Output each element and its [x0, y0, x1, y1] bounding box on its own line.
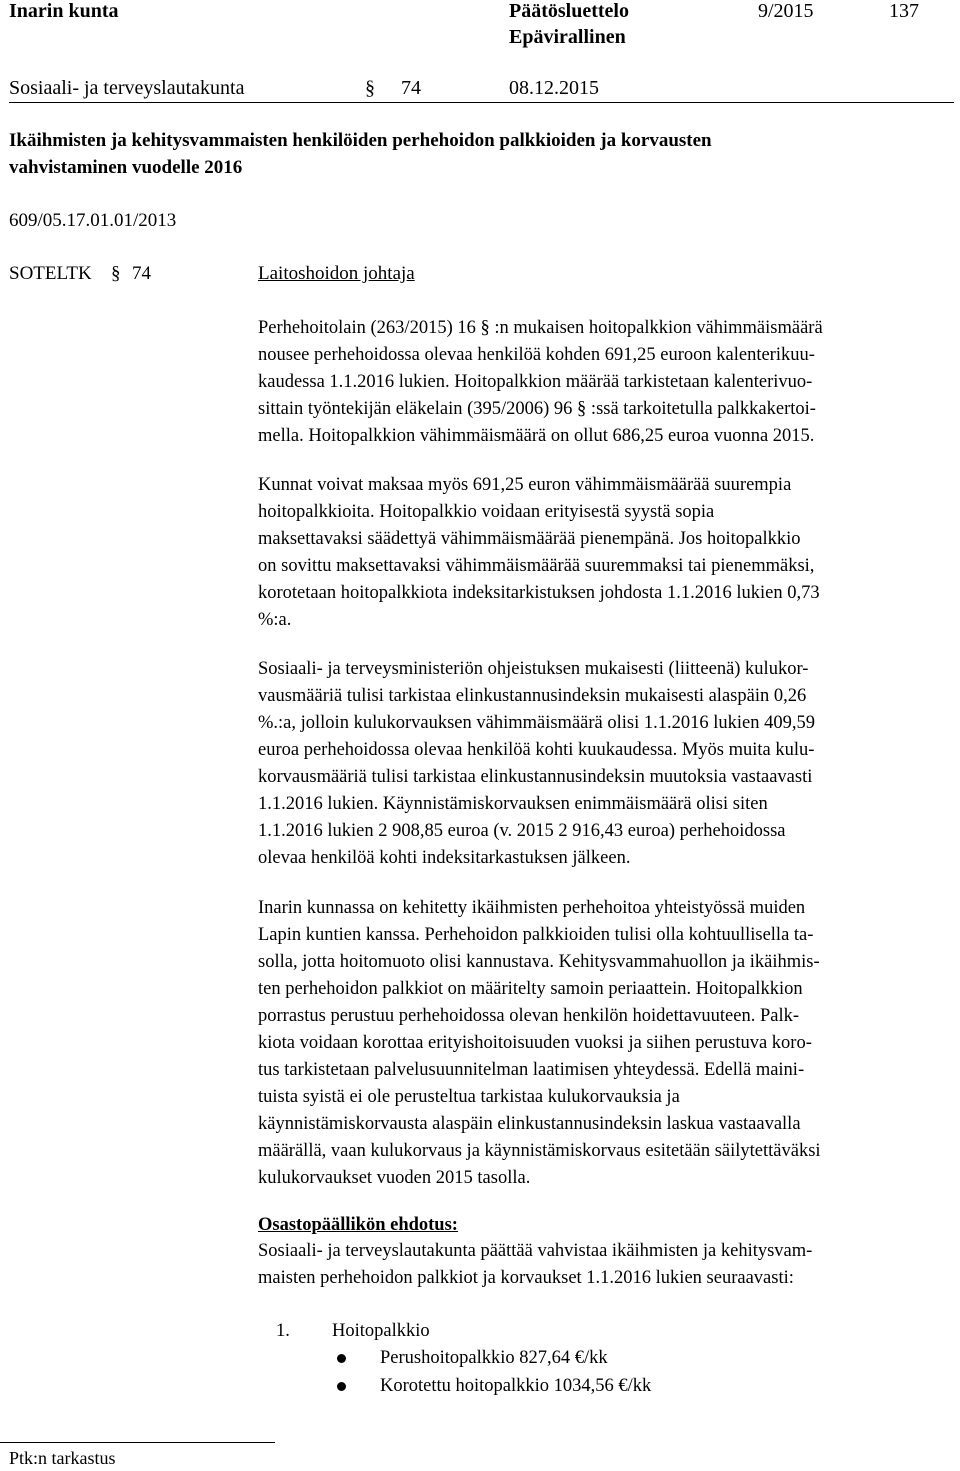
text-line: tus tarkistetaan palvelusuunnitelman laatimisen yhteydessä. Edellä maini-	[258, 1060, 805, 1080]
document-status: Epävirallinen	[509, 26, 626, 48]
bullet-icon	[337, 1382, 346, 1391]
proposal-heading: Osastopäällikön ehdotus:	[258, 1215, 458, 1235]
text-line: %.:a, jolloin kulukorvauksen vähimmäismäärä olisi 1.1.2016 lukien 409,59	[258, 713, 815, 733]
text-line: Sosiaali- ja terveyslautakunta päättää vahvistaa ikäihmisten ja kehitysvam-	[258, 1241, 813, 1261]
list-number: 1.	[276, 1321, 290, 1341]
paragraph-4	[258, 895, 958, 1192]
text-line: porrastus perustuu perhehoidossa olevan henkilön hoidettavuuteen. Palk-	[258, 1006, 799, 1026]
text-line: ten perhehoidon palkkiot on määritelty samoin periaattein. Hoitopalkkion	[258, 979, 803, 999]
paragraph-1	[258, 315, 958, 450]
text-line: Perhehoitolain (263/2015) 16 § :n mukaisen hoitopalkkion vähimmäismäärä	[258, 318, 823, 338]
text-line: on sovittu maksettavaksi vähimmäismäärää suuremmaksi tai pienemmäksi,	[258, 556, 815, 576]
text-line: nousee perhehoidossa olevaa henkilöä kohden 691,25 euroon kalenterikuu-	[258, 345, 815, 365]
text-line: kulukorvaukset vuoden 2015 tasolla.	[258, 1168, 531, 1188]
text-line: solla, jotta hoitomuoto olisi kannustava. Kehitysvammahuollon ja ikäihmis-	[258, 952, 820, 972]
text-line: 1.1.2016 lukien. Käynnistämiskorvauksen enimmäismäärä olisi siten	[258, 794, 768, 814]
list-item: Korotettu hoitopalkkio 1034,56 €/kk	[380, 1376, 652, 1396]
footer-divider	[0, 1442, 275, 1443]
section-symbol: §	[111, 263, 121, 284]
text-line: maksettavaksi säädettyä vähimmäismäärää pienempänä. Jos hoitopalkkio	[258, 529, 801, 549]
list-item: Perushoitopalkkio 827,64 €/kk	[380, 1348, 608, 1368]
page-number: 137	[889, 0, 919, 22]
text-line: kaudessa 1.1.2016 lukien. Hoitopalkkion määrää tarkistetaan kalenterivuo-	[258, 372, 813, 392]
text-line: hoitopalkkioita. Hoitopalkkio voidaan erityisestä syystä sopia	[258, 502, 715, 522]
bullet-icon	[337, 1354, 346, 1363]
document-title-line-1: Ikäihmisten ja kehitysvammaisten henkilöiden perhehoidon palkkioiden ja korvausten	[9, 130, 712, 151]
text-line: käynnistämiskorvausta alaspäin elinkustannusindeksin laskua vastaavalla	[258, 1114, 801, 1134]
text-line: Lapin kuntien kanssa. Perhehoidon palkkioiden tulisi olla kohtuullisella ta-	[258, 925, 814, 945]
presenter-title: Laitoshoidon johtaja	[258, 263, 415, 284]
list-title: Hoitopalkkio	[332, 1321, 430, 1341]
text-line: sittain työntekijän eläkelain (395/2006) 96 § :ssä tarkoitetulla palkkakertoi-	[258, 399, 816, 419]
section-symbol: §	[365, 77, 375, 99]
issue-number: 9/2015	[758, 0, 814, 22]
text-line: maisten perhehoidon palkkiot ja korvaukset 1.1.2016 lukien seuraavasti:	[258, 1268, 794, 1288]
section-number: 74	[401, 77, 421, 99]
reference-label: SOTELTK	[9, 263, 92, 284]
footer-label: Ptk:n tarkastus	[9, 1448, 116, 1468]
header-divider	[9, 102, 954, 103]
text-line: Kunnat voivat maksaa myös 691,25 euron vähimmäismäärää suurempia	[258, 475, 792, 495]
text-line: korvausmääriä tulisi tarkistaa elinkustannusindeksin muutoksia vastaavasti	[258, 767, 813, 787]
reference-number: 74	[132, 263, 151, 284]
text-line: 1.1.2016 lukien 2 908,85 euroa (v. 2015 2 916,43 euroa) perhehoidossa	[258, 821, 786, 841]
paragraph-3	[258, 656, 958, 872]
text-line: kiota voidaan korottaa erityishoitoisuuden vuoksi ja siihen perustuva koro-	[258, 1033, 812, 1053]
text-line: Sosiaali- ja terveysministeriön ohjeistuksen mukaisesti (liitteenä) kulukor-	[258, 659, 809, 679]
text-line: mella. Hoitopalkkion vähimmäismäärä on ollut 686,25 euroa vuonna 2015.	[258, 426, 815, 446]
text-line: %:a.	[258, 610, 292, 630]
proposal-text	[258, 1238, 958, 1292]
text-line: tuista syistä ei ole perusteltua tarkistaa kulukorvauksia ja	[258, 1087, 680, 1107]
municipality-name: Inarin kunta	[9, 0, 119, 22]
text-line: olevaa henkilöä kohti indeksitarkastuksen jälkeen.	[258, 848, 631, 868]
diary-number: 609/05.17.01.01/2013	[9, 210, 177, 231]
committee-name: Sosiaali- ja terveyslautakunta	[9, 77, 245, 99]
document-type: Päätösluettelo	[509, 0, 629, 22]
document-title-line-2: vahvistaminen vuodelle 2016	[9, 157, 243, 178]
paragraph-2	[258, 472, 958, 634]
text-line: euroa perhehoidossa olevaa henkilöä kohti kuukaudessa. Myös muita kulu-	[258, 740, 815, 760]
text-line: Inarin kunnassa on kehitetty ikäihmisten perhehoitoa yhteistyössä muiden	[258, 898, 806, 918]
text-line: korotetaan hoitopalkkiota indeksitarkistuksen johdosta 1.1.2016 lukien 0,73	[258, 583, 820, 603]
meeting-date: 08.12.2015	[509, 77, 599, 99]
text-line: vausmääriä tulisi tarkistaa elinkustannusindeksin mukaisesti alaspäin 0,26	[258, 686, 807, 706]
text-line: määrällä, vaan kulukorvaus ja käynnistämiskorvaus esitetään säilytettäväksi	[258, 1141, 821, 1161]
